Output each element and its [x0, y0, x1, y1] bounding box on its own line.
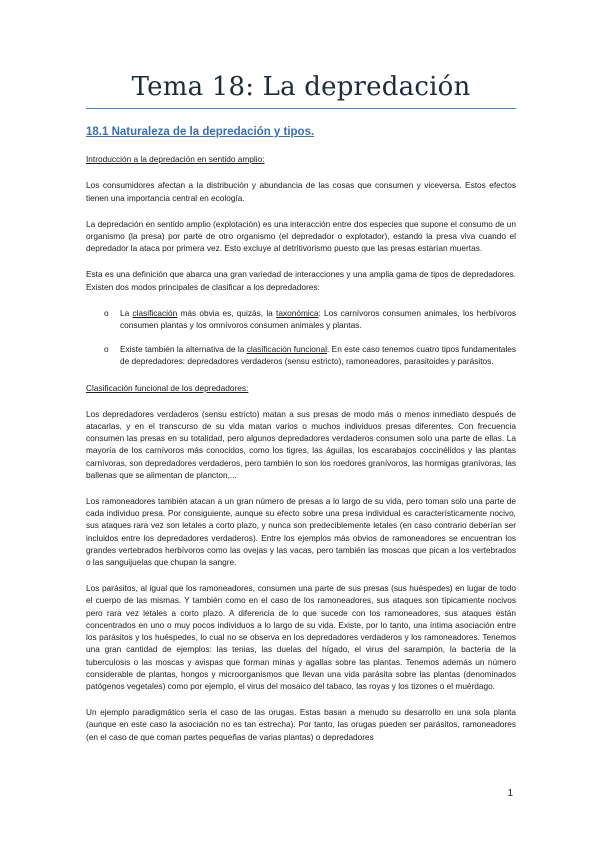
title-underline-rule [86, 108, 516, 109]
underlined-term-classification: clasificación [132, 307, 178, 318]
underlined-term-taxonomic: taxonómica [276, 307, 319, 318]
bullet-marker: o [104, 307, 109, 318]
list-item-text: La [120, 307, 133, 318]
section-heading: 18.1 Naturaleza de la depredación y tipos. [86, 126, 315, 138]
list-item-text: Existe también la alternativa de la [120, 344, 247, 355]
paragraph-grazers: Los ramoneadores también atacan a un gran número de presas a lo largo de su vida, pero toman solo una parte de cada individuo presa. Por consiguiente, aunque su efecto sobre una presa individual es característicamente nocivo, sus ataques rara vez son letales a corto plazo, y nunca son predeciblemente letales (en caso contrario deberían ser incluidos entre los depredadores verdaderos). Entre los ejemplos más obvios de ramoneadores se encuentran los grandes vertebrados herbívoros como las ovejas y las vacas, pero también las moscas que pican a los vertebrados o las sanguijuelas que chupan la sangre. [86, 496, 516, 568]
list-item-taxonomic [104, 307, 516, 331]
list-item-text: . En este caso tenemos cuatro tipos fundamentales de depredadores: depredadores verdaderos (sensu estricto), ramoneadores, parasitoides y parásitos. [120, 344, 516, 367]
subheading-functional: Clasificación funcional de los depredadores: [86, 382, 249, 393]
document-body [86, 122, 516, 757]
paragraph-consumers: Los consumidores afectan a la distribución y abundancia de las cosas que consumen y viceversa. Estos efectos tienen una importancia central en ecología. [86, 180, 516, 203]
page-number: 1 [507, 788, 513, 799]
paragraph-caterpillars: Un ejemplo paradigmático sería el caso de las orugas. Estas basan a menudo su desarrollo en una sola planta (aunque en este caso la asociación no es tan estrecha). Por tanto, las orugas pueden ser parásitos, ramoneadores (en el caso de que coman partes pequeñas de varias plantas) o depredadores [86, 707, 516, 742]
page-title: Tema 18: La depredación [131, 72, 471, 102]
bullet-marker: o [104, 344, 109, 355]
list-item-text: : Los carnívoros consumen animales, los herbívoros consumen plantas y los omnívoros consumen animales y plantas. [120, 307, 516, 331]
subheading-intro: Introducción a la depredación en sentido amplio: [86, 154, 265, 165]
paragraph-true-predators: Los depredadores verdaderos (sensu estricto) matan a sus presas de modo más o menos inmediato después de atacarlas, y en el transcurso de su vida matan varios o muchos individuos presas diferentes. Con frecuencia consumen las presas en su totalidad, pero algunos depredadores verdaderos consumen solo una parte de ellas. La mayoría de los carnívoros más conocidos, como los tigres, las águilas, los escarabajos coccinélidos y las plantas carnívoras, son depredadores verdaderos, pero también lo son los roedores granívoros, las hormigas granívoras, las ballenas que se alimentan de plancton,... [86, 408, 516, 480]
paragraph-parasites: Los parásitos, al igual que los ramoneadores, consumen una parte de sus presas (sus huéspedes) en lugar de todo el cuerpo de las mismas. Y también como en el caso de los ramoneadores, sus ataques son típicamente nocivos pero rara vez letales a corto plazo. A diferencia de lo que sucede con los ramoneadores, sus ataques están concentrados en uno o muy pocos individuos a lo largo de su vida. Existe, por lo tanto, una íntima asociación entre los parásitos y los huéspedes, lo cual no se observa en los depredadores verdaderos y los ramoneadores. Tenemos una gran cantidad de ejemplos: las tenias, las duelas del hígado, el virus del sarampión, la bacteria de la tuberculosis o las moscas y avispas que forman minas y agallas sobre las plantas. Tenemos además un número considerable de plantas, hongos y microorganismos que llevan una vida parásita sobre las plantas (denominados patógenos vegetales) como por ejemplo, el virus del mosaico del tabaco, las royas y los tizones o el muérdago. [86, 583, 516, 691]
classification-list [86, 307, 516, 368]
underlined-term-functional: clasificación funcional [246, 344, 327, 355]
paragraph-classification-intro: Esta es una definición que abarca una gran variedad de interacciones y una amplia gama de tipos de depredadores. Existen dos modos principales de clasificar a los depredadores: [86, 269, 516, 292]
list-item-text: más obvia es, quizás, la [177, 307, 277, 318]
list-item-functional [104, 343, 516, 367]
paragraph-definition: La depredación en sentido amplio (explotación) es una interacción entre dos especies que supone el consumo de un organismo (la presa) por parte de otro organismo (el depredador o explotador), estando la presa viva cuando el depredador la ataca por primera vez. Esto excluye al detritivorismo puesto que las presas estarían muertas. [86, 218, 516, 254]
